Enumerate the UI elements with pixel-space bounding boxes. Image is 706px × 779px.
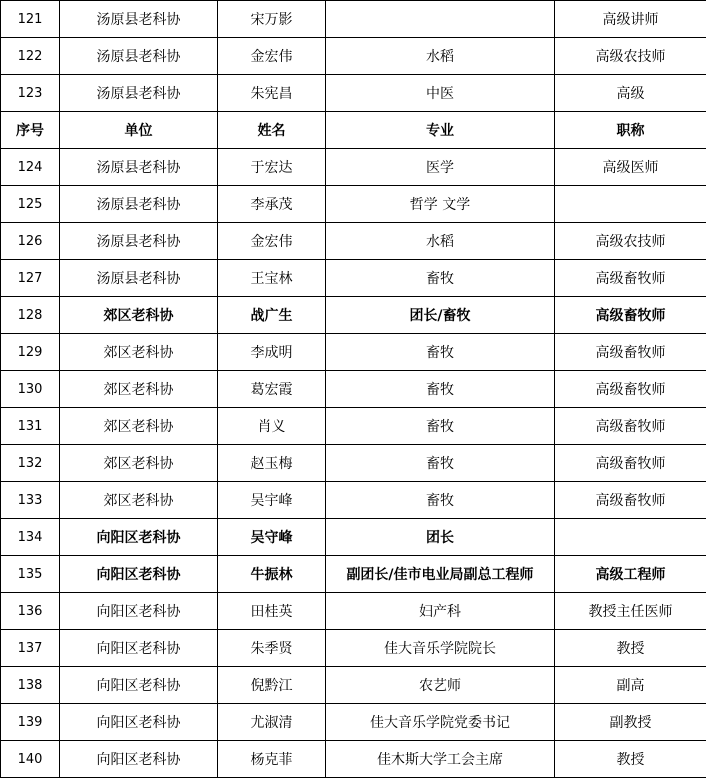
table-row	[1, 38, 706, 75]
cell-title: 高级农技师	[555, 38, 706, 75]
cell-major: 医学	[326, 149, 555, 186]
cell-major: 中医	[326, 75, 555, 112]
cell-unit: 向阳区老科协	[60, 556, 218, 593]
cell-major: 畜牧	[326, 260, 555, 297]
cell-name: 尤淑清	[218, 704, 326, 741]
cell-unit: 汤原县老科协	[60, 186, 218, 223]
table-row	[1, 334, 706, 371]
table-row	[1, 704, 706, 741]
cell-name: 吴守峰	[218, 519, 326, 556]
cell-serial-number: 136	[1, 593, 60, 630]
cell-major: 畜牧	[326, 445, 555, 482]
cell-unit: 郊区老科协	[60, 482, 218, 519]
cell-serial-number: 132	[1, 445, 60, 482]
column-header-no: 序号	[1, 112, 60, 149]
cell-name: 王宝林	[218, 260, 326, 297]
cell-name: 田桂英	[218, 593, 326, 630]
cell-major: 畜牧	[326, 408, 555, 445]
cell-name: 战广生	[218, 297, 326, 334]
cell-title: 高级畜牧师	[555, 482, 706, 519]
table-row	[1, 297, 706, 334]
cell-unit: 向阳区老科协	[60, 667, 218, 704]
cell-title: 高级	[555, 75, 706, 112]
cell-serial-number: 128	[1, 297, 60, 334]
cell-major: 副团长/佳市电业局副总工程师	[326, 556, 555, 593]
cell-unit: 郊区老科协	[60, 334, 218, 371]
cell-serial-number: 134	[1, 519, 60, 556]
cell-name: 吴宇峰	[218, 482, 326, 519]
cell-major: 水稻	[326, 223, 555, 260]
column-header-name: 姓名	[218, 112, 326, 149]
cell-major: 团长/畜牧	[326, 297, 555, 334]
cell-name: 牛振林	[218, 556, 326, 593]
cell-title	[555, 186, 706, 223]
cell-unit: 汤原县老科协	[60, 149, 218, 186]
cell-title: 教授主任医师	[555, 593, 706, 630]
table-row	[1, 408, 706, 445]
cell-major: 团长	[326, 519, 555, 556]
cell-name: 朱季贤	[218, 630, 326, 667]
cell-title: 高级工程师	[555, 556, 706, 593]
cell-serial-number: 122	[1, 38, 60, 75]
cell-name: 金宏伟	[218, 38, 326, 75]
cell-serial-number: 130	[1, 371, 60, 408]
cell-unit: 汤原县老科协	[60, 260, 218, 297]
cell-serial-number: 126	[1, 223, 60, 260]
cell-title: 高级畜牧师	[555, 297, 706, 334]
cell-name: 宋万影	[218, 1, 326, 38]
column-header-major: 专业	[326, 112, 555, 149]
cell-title: 副教授	[555, 704, 706, 741]
cell-title: 高级畜牧师	[555, 408, 706, 445]
cell-name: 杨克菲	[218, 741, 326, 778]
cell-unit: 汤原县老科协	[60, 38, 218, 75]
table-row	[1, 1, 706, 38]
cell-major: 水稻	[326, 38, 555, 75]
column-header-title: 职称	[555, 112, 706, 149]
cell-major: 畜牧	[326, 334, 555, 371]
cell-unit: 向阳区老科协	[60, 519, 218, 556]
cell-title: 教授	[555, 741, 706, 778]
cell-unit: 向阳区老科协	[60, 593, 218, 630]
table-row	[1, 149, 706, 186]
cell-title: 高级讲师	[555, 1, 706, 38]
table-row	[1, 482, 706, 519]
cell-title: 高级医师	[555, 149, 706, 186]
cell-serial-number: 139	[1, 704, 60, 741]
table-row	[1, 556, 706, 593]
cell-unit: 汤原县老科协	[60, 75, 218, 112]
cell-name: 金宏伟	[218, 223, 326, 260]
cell-serial-number: 125	[1, 186, 60, 223]
table-row	[1, 445, 706, 482]
cell-title: 高级畜牧师	[555, 334, 706, 371]
cell-unit: 郊区老科协	[60, 371, 218, 408]
table-row	[1, 260, 706, 297]
cell-major: 佳大音乐学院党委书记	[326, 704, 555, 741]
table-row	[1, 593, 706, 630]
cell-title: 高级畜牧师	[555, 260, 706, 297]
cell-major: 妇产科	[326, 593, 555, 630]
cell-unit: 郊区老科协	[60, 408, 218, 445]
cell-title	[555, 519, 706, 556]
cell-unit: 向阳区老科协	[60, 741, 218, 778]
cell-major: 畜牧	[326, 371, 555, 408]
cell-major: 佳大音乐学院院长	[326, 630, 555, 667]
cell-serial-number: 137	[1, 630, 60, 667]
cell-serial-number: 129	[1, 334, 60, 371]
cell-major: 佳木斯大学工会主席	[326, 741, 555, 778]
cell-unit: 向阳区老科协	[60, 704, 218, 741]
cell-major: 哲学 文学	[326, 186, 555, 223]
cell-title: 副高	[555, 667, 706, 704]
cell-title: 高级畜牧师	[555, 371, 706, 408]
cell-title: 高级农技师	[555, 223, 706, 260]
cell-serial-number: 127	[1, 260, 60, 297]
table-row	[1, 667, 706, 704]
cell-name: 倪黔江	[218, 667, 326, 704]
cell-name: 葛宏霞	[218, 371, 326, 408]
cell-name: 李承茂	[218, 186, 326, 223]
cell-name: 肖义	[218, 408, 326, 445]
table-row	[1, 75, 706, 112]
cell-unit: 汤原县老科协	[60, 223, 218, 260]
cell-unit: 汤原县老科协	[60, 1, 218, 38]
cell-unit: 向阳区老科协	[60, 630, 218, 667]
cell-serial-number: 138	[1, 667, 60, 704]
cell-serial-number: 123	[1, 75, 60, 112]
table-row	[1, 741, 706, 778]
table-header-row	[1, 112, 706, 149]
cell-serial-number: 121	[1, 1, 60, 38]
cell-serial-number: 133	[1, 482, 60, 519]
table-row	[1, 630, 706, 667]
cell-unit: 郊区老科协	[60, 297, 218, 334]
cell-serial-number: 131	[1, 408, 60, 445]
cell-name: 朱宪昌	[218, 75, 326, 112]
cell-title: 高级畜牧师	[555, 445, 706, 482]
cell-serial-number: 135	[1, 556, 60, 593]
column-header-unit: 单位	[60, 112, 218, 149]
cell-major	[326, 1, 555, 38]
cell-major: 畜牧	[326, 482, 555, 519]
cell-unit: 郊区老科协	[60, 445, 218, 482]
cell-major: 农艺师	[326, 667, 555, 704]
table-row	[1, 519, 706, 556]
cell-name: 于宏达	[218, 149, 326, 186]
cell-name: 李成明	[218, 334, 326, 371]
table-row	[1, 223, 706, 260]
cell-name: 赵玉梅	[218, 445, 326, 482]
roster-table-body	[1, 1, 706, 778]
table-row	[1, 186, 706, 223]
table-row	[1, 371, 706, 408]
cell-serial-number: 124	[1, 149, 60, 186]
cell-serial-number: 140	[1, 741, 60, 778]
cell-title: 教授	[555, 630, 706, 667]
